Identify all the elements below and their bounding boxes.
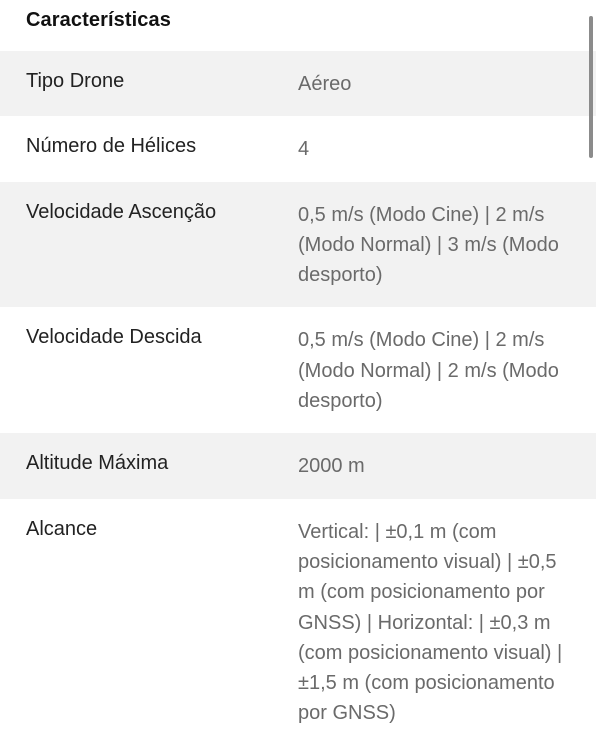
spec-value: Aéreo	[298, 73, 352, 95]
spec-label: Altitude Máxima	[26, 452, 169, 475]
spec-label: Tipo Drone	[26, 70, 125, 92]
spec-label: Velocidade Descida	[26, 326, 202, 349]
spec-label: Velocidade Ascenção	[26, 200, 217, 223]
spec-label: Alcance	[26, 517, 98, 540]
spec-value: Vertical: | ±0,1 m (com posicionamento visual) | ±0,5 m (com posicionamento por GNSS) | Horizontal: | ±0,3 m (com posicionamento visual) | ±1,5 m (com posicionamento por GNSS)	[298, 520, 563, 725]
spec-value: 2000 m	[298, 455, 365, 478]
spec-row-tipo-drone	[0, 51, 596, 116]
specs-table	[0, 51, 596, 746]
spec-value: 4	[298, 138, 310, 161]
spec-label: Número de Hélices	[26, 135, 197, 158]
spec-row-velocidade-ascencao	[0, 182, 596, 308]
vertical-scrollbar[interactable]	[584, 0, 596, 699]
spec-value: 0,5 m/s (Modo Cine) | 2 m/s (Modo Normal) | 3 m/s (Modo desporto)	[298, 203, 559, 287]
scrollbar-thumb[interactable]	[589, 16, 593, 158]
spec-row-altitude-maxima	[0, 433, 596, 498]
spec-row-alcance	[0, 499, 596, 746]
spec-row-numero-helices	[0, 116, 596, 181]
section-title: Características	[26, 9, 171, 31]
spec-row-velocidade-descida	[0, 307, 596, 433]
spec-value: 0,5 m/s (Modo Cine) | 2 m/s (Modo Normal) | 2 m/s (Modo desporto)	[298, 329, 559, 413]
